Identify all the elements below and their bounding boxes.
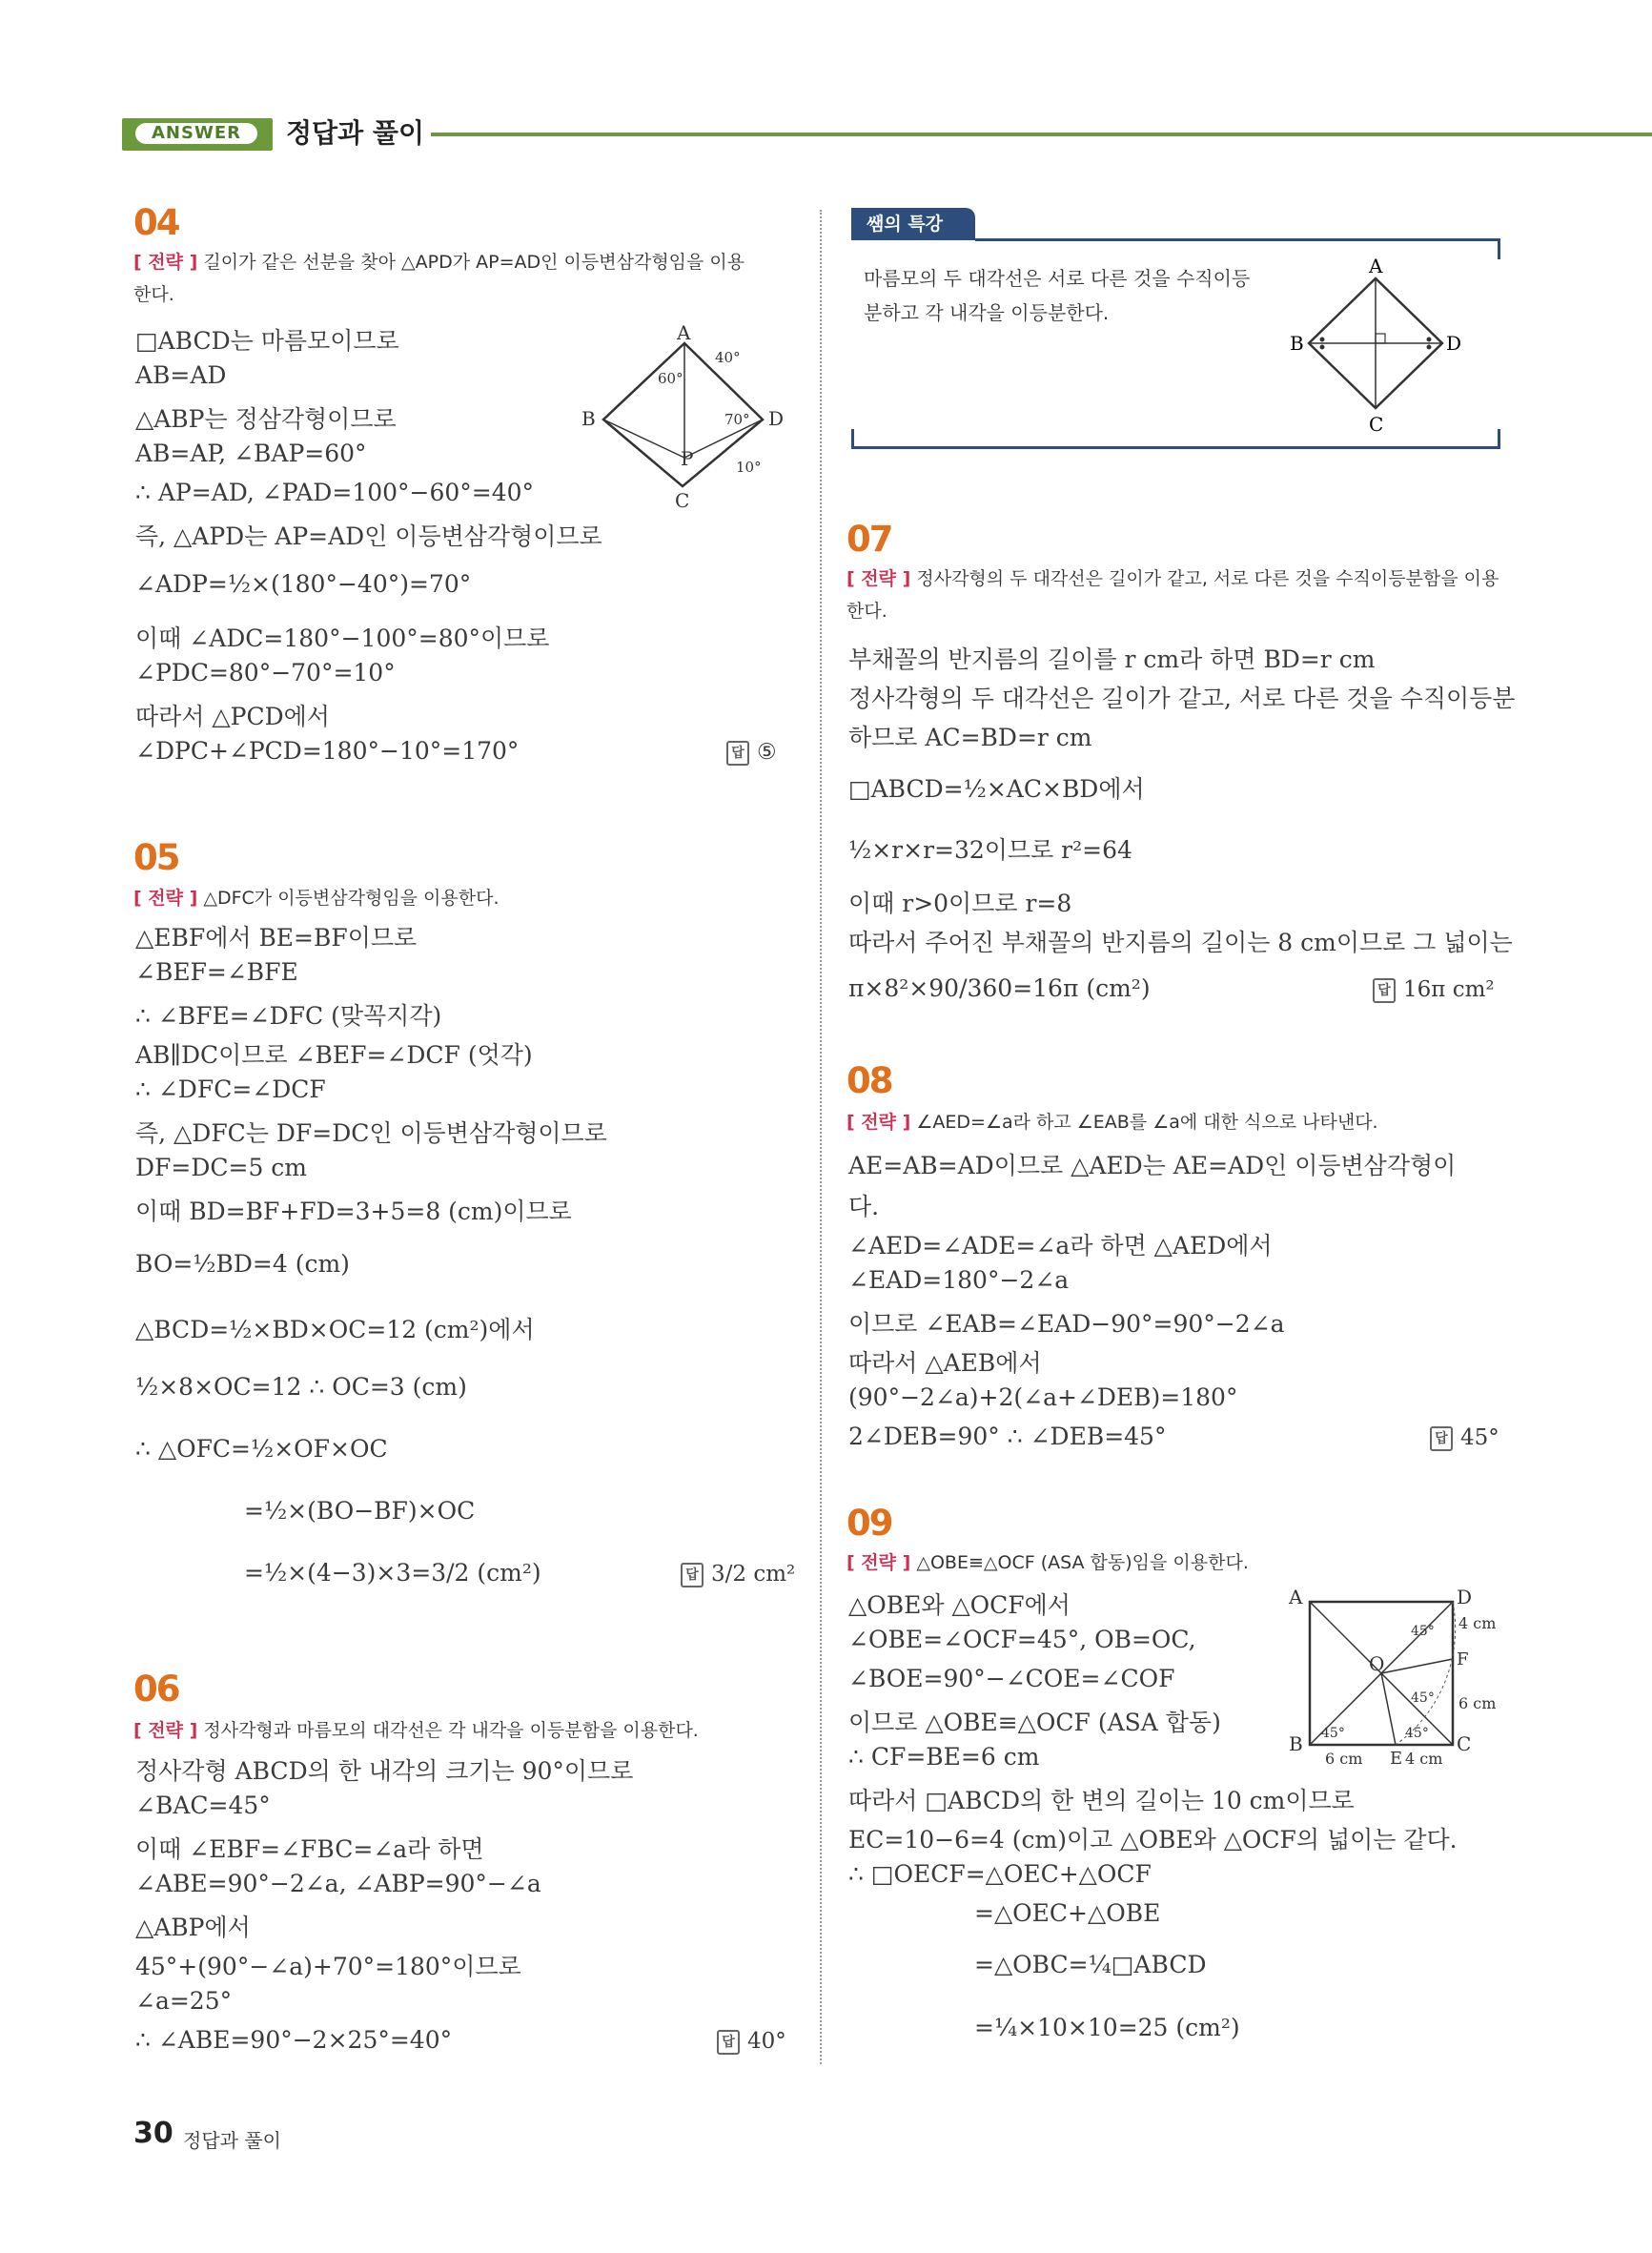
label-6cm-be: 6 cm: [1325, 1750, 1363, 1768]
problem-number-04: 04: [133, 202, 179, 243]
problem-number-09: 09: [846, 1503, 892, 1544]
note-text-line: 마름모의 두 대각선은 서로 다른 것을 수직이등: [864, 267, 1251, 290]
square-figure-09: [1277, 1583, 1506, 1773]
note-corner: [1498, 429, 1500, 448]
label-b: B: [1289, 1732, 1303, 1755]
solution-line: ½×8×OC=12 ∴ OC=3 (cm): [135, 1373, 467, 1401]
solution-line: ∠PDC=80°−70°=10°: [135, 659, 396, 686]
strategy-text: 길이가 같은 선분을 찾아 △APD가 AP=AD인 이등변삼각형임을 이용: [203, 252, 745, 273]
solution-line: 이때 ∠EBF=∠FBC=∠a라 하면: [135, 1835, 484, 1863]
solution-line: ∠BEF=∠BFE: [135, 958, 298, 986]
label-angle-45: 45°: [1321, 1726, 1345, 1741]
solution-line: 이므로 △OBE≡△OCF (ASA 합동): [848, 1709, 1221, 1736]
label-c: C: [675, 489, 690, 512]
problem-number-08: 08: [846, 1060, 892, 1101]
label-f: F: [1457, 1649, 1469, 1669]
solution-line: △EBF에서 BE=BF이므로: [135, 924, 418, 952]
solution-line: ∴ ∠DFC=∠DCF: [135, 1075, 326, 1103]
answer-badge: [122, 118, 273, 151]
segment-bp: [603, 420, 684, 458]
note-top-rule: [975, 238, 1500, 241]
label-4cm-ec: 4 cm: [1405, 1750, 1443, 1768]
solution-line: △BCD=½×BD×OC=12 (cm²)에서: [135, 1316, 535, 1343]
problem-number-06: 06: [133, 1669, 179, 1710]
label-angle-40: 40°: [715, 349, 741, 366]
strategy-05: [133, 882, 801, 914]
strategy-text: ∠AED=∠a라 하고 ∠EAB를 ∠a에 대한 식으로 나타낸다.: [916, 1112, 1378, 1133]
label-p: P: [681, 447, 694, 470]
solution-line: ∠EAD=180°−2∠a: [848, 1266, 1070, 1294]
angle-dot: [1427, 345, 1432, 350]
solution-line: ∠ADP=½×(180°−40°)=70°: [135, 570, 472, 598]
answer-value: ⑤: [757, 740, 777, 765]
angle-dot: [1320, 345, 1325, 350]
teacher-note-box: [851, 208, 1500, 467]
label-angle-60: 60°: [658, 370, 683, 387]
answer-value: 3/2 cm²: [711, 1562, 796, 1587]
solution-line: 다.: [848, 1193, 880, 1220]
solution-line: =△OEC+△OBE: [974, 1899, 1161, 1927]
strategy-text: △DFC가 이등변삼각형임을 이용한다.: [203, 888, 500, 909]
angle-dot: [1320, 338, 1325, 342]
solution-line: BO=½BD=4 (cm): [135, 1250, 350, 1278]
strategy-tag: [ 전략 ]: [846, 568, 911, 589]
label-angle-70: 70°: [724, 411, 750, 428]
solution-line: □ABCD는 마름모이므로: [135, 327, 399, 355]
answer-07: [1373, 977, 1495, 1003]
solution-line: 즉, △APD는 AP=AD인 이등변삼각형이므로: [135, 522, 602, 550]
page-number: 30: [133, 2117, 173, 2150]
strategy-text: 한다.: [133, 284, 174, 305]
label-a: A: [677, 324, 691, 344]
solution-line: 부채꼴의 반지름의 길이를 r cm라 하면 BD=r cm: [848, 645, 1376, 673]
solution-line: =△OBC=¼□ABCD: [974, 1951, 1207, 1978]
solution-line: 정사각형 ABCD의 한 내각의 크기는 90°이므로: [135, 1757, 634, 1785]
label-e: E: [1390, 1749, 1403, 1769]
solution-line: ∠BAC=45°: [135, 1792, 271, 1819]
answer-04: [726, 740, 777, 766]
solution-line: ∠AED=∠ADE=∠a라 하면 △AED에서: [848, 1232, 1273, 1260]
footer-label: 정답과 풀이: [183, 2129, 281, 2152]
note-text-line: 분하고 각 내각을 이등분한다.: [864, 301, 1110, 324]
solution-line: AB=AP, ∠BAP=60°: [135, 440, 367, 467]
page-title: 정답과 풀이: [286, 117, 424, 149]
solution-line: ∠DPC+∠PCD=180°−10°=170°: [135, 737, 520, 765]
label-b: B: [581, 407, 596, 430]
solution-line: 하므로 AC=BD=r cm: [848, 724, 1092, 751]
segment-oe: [1381, 1673, 1396, 1745]
problem-number-07: 07: [846, 519, 892, 560]
strategy-tag: [ 전략 ]: [133, 888, 198, 909]
solution-line: AB∥DC이므로 ∠BEF=∠DCF (엇각): [135, 1041, 533, 1069]
solution-line: ∴ □OECF=△OEC+△OCF: [848, 1860, 1152, 1888]
solution-line: □ABCD=½×AC×BD에서: [848, 775, 1145, 803]
label-d: D: [768, 407, 785, 430]
solution-line: EC=10−6=4 (cm)이고 △OBE와 △OCF의 넓이는 같다.: [848, 1826, 1458, 1854]
solution-line: ½×r×r=32이므로 r²=64: [848, 836, 1132, 864]
strategy-tag: [ 전략 ]: [846, 1552, 911, 1573]
solution-line: ∴ △OFC=½×OF×OC: [135, 1435, 388, 1463]
note-rhombus-figure: [1271, 257, 1461, 448]
solution-line: π×8²×90/360=16π (cm²): [848, 974, 1151, 1002]
label-6cm-fc: 6 cm: [1458, 1694, 1497, 1712]
answer-value: 16π cm²: [1403, 977, 1495, 1002]
strategy-04: [133, 246, 801, 311]
strategy-07: [846, 563, 1514, 627]
solution-line: 2∠DEB=90° ∴ ∠DEB=45°: [848, 1423, 1167, 1450]
solution-line: 따라서 △AEB에서: [848, 1349, 1042, 1377]
angle-dot: [1427, 338, 1432, 342]
page-header: [0, 0, 1652, 153]
solution-line: DF=DC=5 cm: [135, 1154, 308, 1181]
answer-badge-label: ANSWER: [135, 123, 257, 144]
teacher-note-tab: 쌤의 특강: [851, 208, 975, 240]
strategy-text: 한다.: [846, 601, 887, 622]
solution-line: ∴ AP=AD, ∠PAD=100°−60°=40°: [135, 479, 535, 506]
solution-line: 따라서 주어진 부채꼴의 반지름의 길이는 8 cm이므로 그 넓이는: [848, 929, 1513, 956]
strategy-06: [133, 1714, 801, 1747]
header-rule: [431, 133, 1652, 136]
answer-value: 45°: [1460, 1425, 1499, 1450]
solution-line: 정사각형의 두 대각선은 길이가 같고, 서로 다른 것을 수직이등분: [848, 685, 1516, 712]
label-a: A: [1289, 1586, 1303, 1608]
solution-line: AB=AD: [135, 361, 227, 389]
solution-line: 이때 ∠ADC=180°−100°=80°이므로: [135, 625, 550, 652]
solution-line: 45°+(90°−∠a)+70°=180°이므로: [135, 1953, 521, 1980]
solution-line: =¼×10×10=25 (cm²): [974, 2014, 1240, 2041]
answer-05: [681, 1562, 795, 1587]
solution-line: =½×(BO−BF)×OC: [244, 1497, 476, 1525]
solution-line: =½×(4−3)×3=3/2 (cm²): [244, 1559, 541, 1587]
solution-line: ∴ ∠BFE=∠DFC (맞꼭지각): [135, 1002, 442, 1030]
label-c: C: [1457, 1732, 1472, 1755]
strategy-text: 정사각형과 마름모의 대각선은 각 내각을 이등분함을 이용한다.: [203, 1720, 699, 1741]
problem-number-05: 05: [133, 837, 179, 878]
label-c: C: [1369, 413, 1384, 436]
answer-icon: 답: [717, 2030, 740, 2055]
solution-line: ∠a=25°: [135, 1987, 233, 2015]
answer-icon: 답: [681, 1563, 704, 1587]
solution-line: ∠BOE=90°−∠COE=∠COF: [848, 1665, 1175, 1692]
rhombus-figure-04: [572, 324, 801, 515]
solution-line: ∴ ∠ABE=90°−2×25°=40°: [135, 2026, 453, 2054]
label-o: O: [1369, 1652, 1385, 1675]
solution-line: 즉, △DFC는 DF=DC인 이등변삼각형이므로: [135, 1119, 607, 1147]
solution-line: △ABP에서: [135, 1914, 251, 1941]
solution-line: ∠OBE=∠OCF=45°, OB=OC,: [848, 1626, 1196, 1653]
solution-line: ∠ABE=90°−2∠a, ∠ABP=90°−∠a: [135, 1870, 541, 1897]
label-angle-45: 45°: [1411, 1624, 1435, 1639]
note-corner: [851, 429, 854, 448]
solution-line: ∴ CF=BE=6 cm: [848, 1743, 1040, 1771]
solution-line: 따라서 □ABCD의 한 변의 길이는 10 cm이므로: [848, 1787, 1355, 1814]
solution-line: 이때 r>0이므로 r=8: [848, 890, 1072, 917]
strategy-09: [846, 1546, 1514, 1579]
answer-value: 40°: [747, 2029, 786, 2054]
solution-line: 이므로 ∠EAB=∠EAD−90°=90°−2∠a: [848, 1310, 1285, 1338]
solution-line: 따라서 △PCD에서: [135, 703, 330, 730]
answer-icon: 답: [1430, 1426, 1453, 1451]
answer-icon: 답: [726, 741, 749, 766]
strategy-08: [846, 1106, 1514, 1138]
strategy-tag: [ 전략 ]: [133, 1720, 198, 1741]
answer-08: [1430, 1425, 1499, 1451]
segment-of: [1381, 1659, 1453, 1673]
solution-line: △ABP는 정삼각형이므로: [135, 405, 397, 433]
solution-line: AE=AB=AD이므로 △AED는 AE=AD인 이등변삼각형이: [848, 1152, 1457, 1179]
solution-line: 이때 BD=BF+FD=3+5=8 (cm)이므로: [135, 1198, 572, 1225]
answer-06: [717, 2029, 786, 2055]
strategy-text: 정사각형의 두 대각선은 길이가 같고, 서로 다른 것을 수직이등분함을 이용: [916, 568, 1499, 589]
label-angle-45: 45°: [1411, 1690, 1435, 1706]
solution-line: (90°−2∠a)+2(∠a+∠DEB)=180°: [848, 1383, 1238, 1411]
label-a: A: [1369, 257, 1383, 277]
right-angle-mark: [1376, 334, 1385, 343]
label-angle-10: 10°: [736, 459, 762, 476]
column-divider: [820, 210, 822, 2064]
strategy-tag: [ 전략 ]: [133, 252, 198, 273]
answer-icon: 답: [1373, 978, 1396, 1003]
label-4cm-df: 4 cm: [1458, 1614, 1497, 1632]
label-angle-45: 45°: [1405, 1726, 1429, 1741]
label-d: D: [1457, 1586, 1473, 1608]
solution-line: △OBE와 △OCF에서: [848, 1591, 1071, 1619]
strategy-text: △OBE≡△OCF (ASA 합동)임을 이용한다.: [916, 1552, 1249, 1573]
strategy-tag: [ 전략 ]: [846, 1112, 911, 1133]
note-corner: [1498, 240, 1500, 259]
label-b: B: [1290, 332, 1304, 355]
label-d: D: [1446, 332, 1461, 355]
